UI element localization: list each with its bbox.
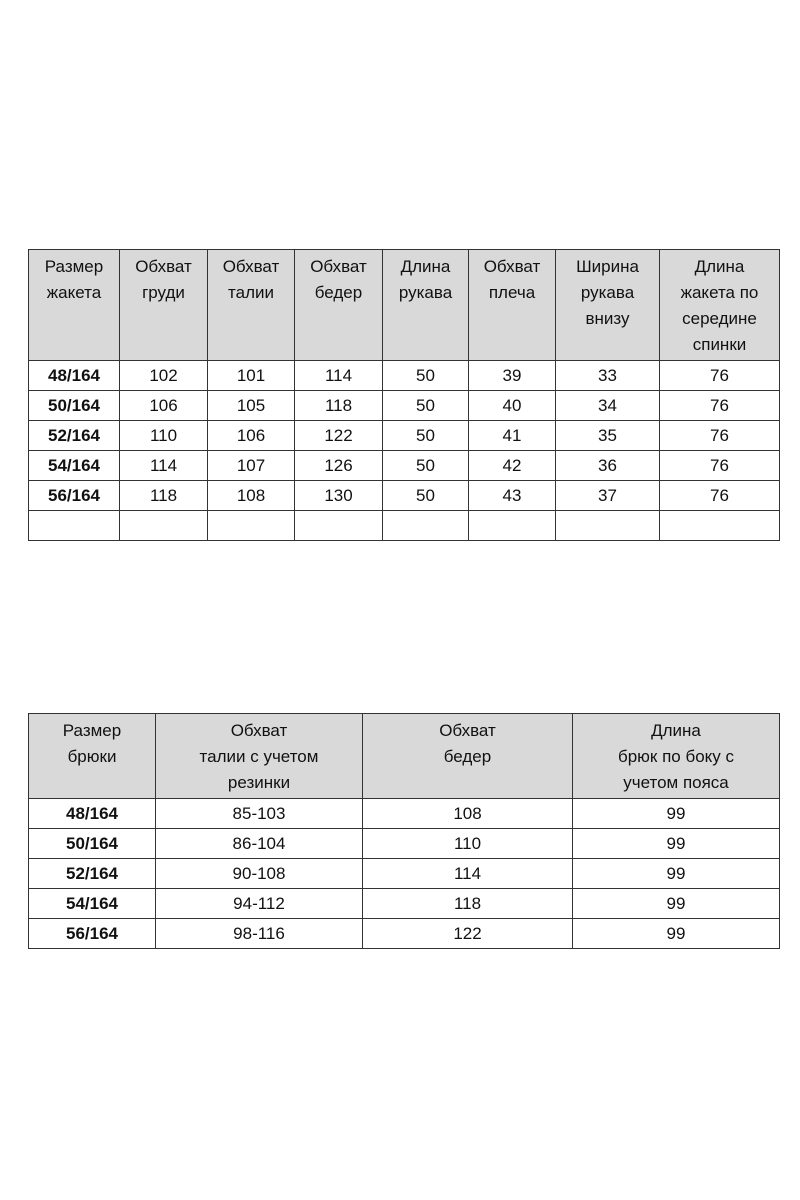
size-cell: 54/164 [29, 889, 156, 919]
jacket-header-size: Размер жакета [29, 250, 120, 361]
table-cell: 35 [556, 421, 660, 451]
table-cell: 118 [363, 889, 573, 919]
table-row [29, 421, 780, 451]
table-cell: 40 [469, 391, 556, 421]
table-row [29, 451, 780, 481]
table-row [29, 361, 780, 391]
pants-header-length: Длина брюк по боку с учетом пояса [573, 714, 780, 799]
size-cell: 50/164 [29, 391, 120, 421]
table-cell: 105 [208, 391, 295, 421]
table-row [29, 391, 780, 421]
table-cell: 76 [660, 451, 780, 481]
table-cell [556, 511, 660, 541]
table-cell: 108 [208, 481, 295, 511]
jacket-header-chest: Обхват груди [120, 250, 208, 361]
pants-header-row [29, 714, 780, 799]
size-cell: 54/164 [29, 451, 120, 481]
size-cell: 50/164 [29, 829, 156, 859]
size-cell: 48/164 [29, 799, 156, 829]
table-row [29, 919, 780, 949]
table-cell: 99 [573, 829, 780, 859]
table-cell: 126 [295, 451, 383, 481]
jacket-header-hips: Обхват бедер [295, 250, 383, 361]
table-cell: 110 [363, 829, 573, 859]
table-cell: 122 [295, 421, 383, 451]
table-cell: 36 [556, 451, 660, 481]
table-cell: 76 [660, 421, 780, 451]
table-cell: 114 [120, 451, 208, 481]
table-cell: 118 [120, 481, 208, 511]
table-cell: 114 [363, 859, 573, 889]
table-cell: 50 [383, 451, 469, 481]
table-cell: 110 [120, 421, 208, 451]
jacket-header-waist: Обхват талии [208, 250, 295, 361]
table-cell [295, 511, 383, 541]
table-cell: 101 [208, 361, 295, 391]
jacket-header-shoulder: Обхват плеча [469, 250, 556, 361]
table-cell: 107 [208, 451, 295, 481]
pants-header-size: Размер брюки [29, 714, 156, 799]
size-cell [29, 511, 120, 541]
table-cell: 37 [556, 481, 660, 511]
table-cell: 33 [556, 361, 660, 391]
table-cell: 94-112 [156, 889, 363, 919]
size-cell: 52/164 [29, 421, 120, 451]
size-cell: 48/164 [29, 361, 120, 391]
table-cell: 50 [383, 481, 469, 511]
table-row [29, 481, 780, 511]
table-row-empty [29, 511, 780, 541]
table-cell: 76 [660, 481, 780, 511]
jacket-size-table [28, 249, 780, 541]
table-cell: 76 [660, 361, 780, 391]
size-cell: 52/164 [29, 859, 156, 889]
table-cell: 39 [469, 361, 556, 391]
table-cell: 98-116 [156, 919, 363, 949]
table-cell [120, 511, 208, 541]
table-cell: 108 [363, 799, 573, 829]
pants-size-table [28, 713, 780, 949]
jacket-header-sleeve-width: Ширина рукава внизу [556, 250, 660, 361]
table-row [29, 799, 780, 829]
table-cell: 106 [120, 391, 208, 421]
table-cell: 118 [295, 391, 383, 421]
table-cell: 85-103 [156, 799, 363, 829]
table-cell: 99 [573, 859, 780, 889]
table-cell: 76 [660, 391, 780, 421]
table-cell [383, 511, 469, 541]
table-cell [660, 511, 780, 541]
table-cell: 114 [295, 361, 383, 391]
table-cell: 50 [383, 361, 469, 391]
table-cell [469, 511, 556, 541]
table-row [29, 889, 780, 919]
table-cell: 99 [573, 919, 780, 949]
table-cell: 50 [383, 391, 469, 421]
table-cell [208, 511, 295, 541]
table-cell: 43 [469, 481, 556, 511]
jacket-header-sleeve-length: Длина рукава [383, 250, 469, 361]
pants-header-waist: Обхват талии с учетом резинки [156, 714, 363, 799]
jacket-header-back-length: Длина жакета по середине спинки [660, 250, 780, 361]
table-row [29, 859, 780, 889]
table-cell: 50 [383, 421, 469, 451]
size-cell: 56/164 [29, 481, 120, 511]
size-cell: 56/164 [29, 919, 156, 949]
table-cell: 130 [295, 481, 383, 511]
table-cell: 34 [556, 391, 660, 421]
table-cell: 99 [573, 889, 780, 919]
table-cell: 41 [469, 421, 556, 451]
table-cell: 86-104 [156, 829, 363, 859]
jacket-header-row [29, 250, 780, 361]
table-cell: 102 [120, 361, 208, 391]
table-cell: 106 [208, 421, 295, 451]
pants-header-hips: Обхват бедер [363, 714, 573, 799]
table-cell: 42 [469, 451, 556, 481]
table-cell: 90-108 [156, 859, 363, 889]
table-cell: 99 [573, 799, 780, 829]
table-row [29, 829, 780, 859]
table-cell: 122 [363, 919, 573, 949]
